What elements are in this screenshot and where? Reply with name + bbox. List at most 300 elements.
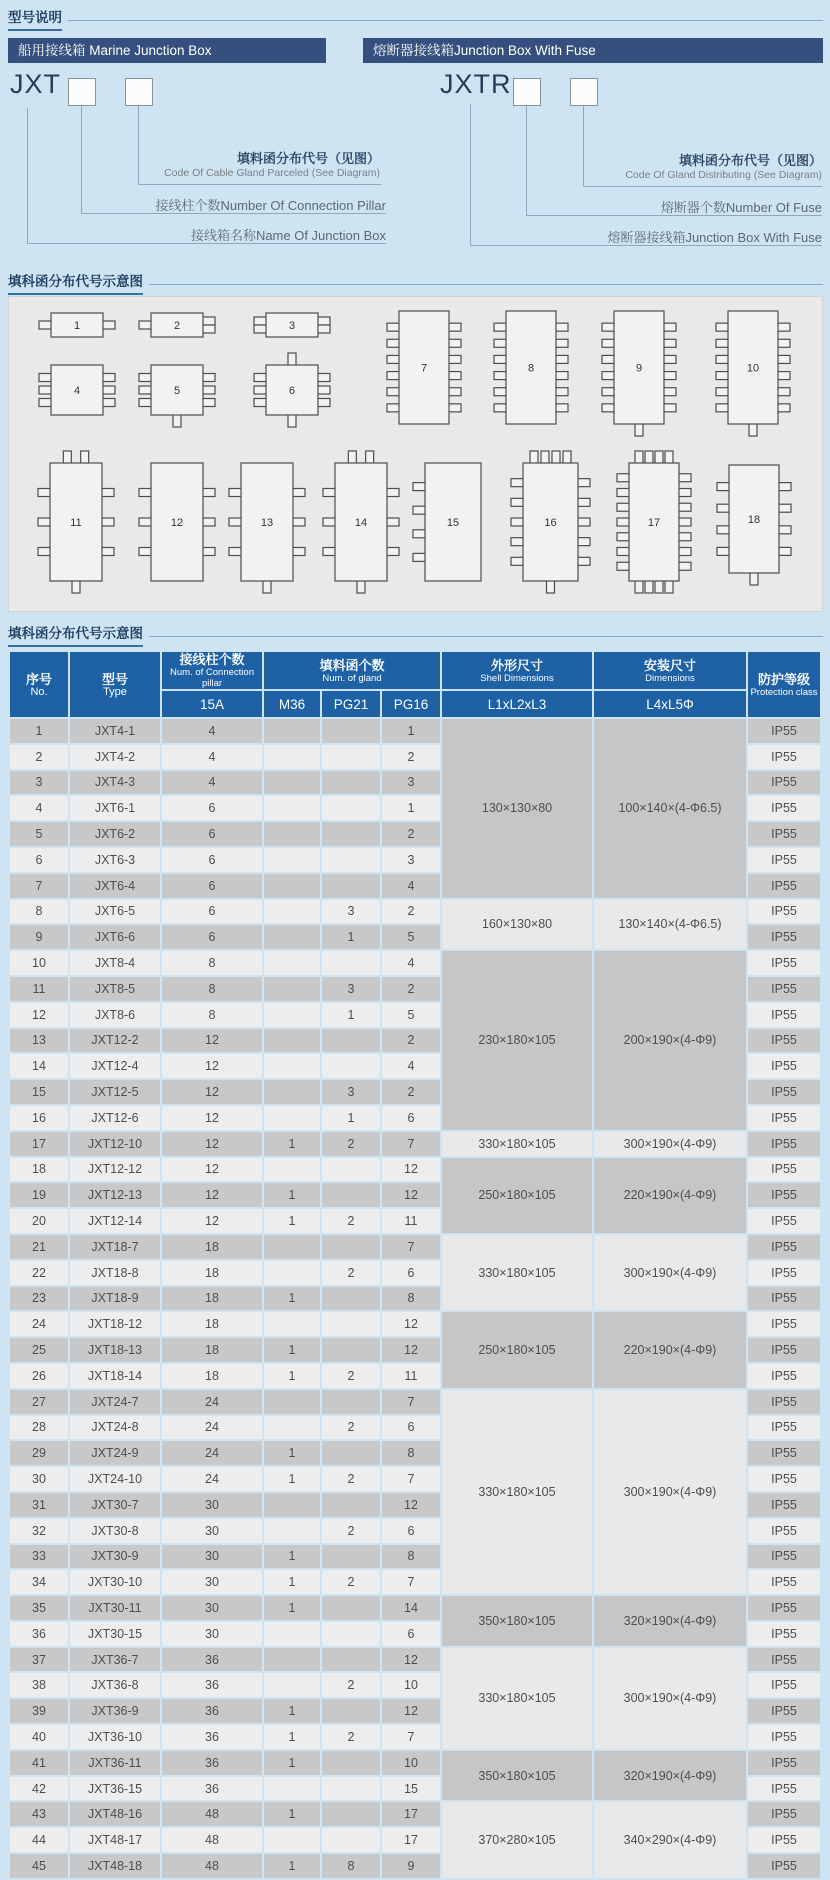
header-protection [748,652,820,717]
cell-type: JXT12-14 [70,1209,160,1233]
cell-pg21: 1 [322,1003,380,1027]
table-row [10,951,820,975]
cell-type: JXT30-8 [70,1519,160,1543]
cell-m36 [264,1416,320,1440]
cell-type: JXT12-12 [70,1158,160,1182]
cell-pg21 [322,1828,380,1852]
header-no-zh: 序号 [25,671,52,687]
gland-code-number: 13 [260,517,274,529]
cell-no: 25 [10,1338,68,1362]
cell-m36 [264,822,320,846]
cell-pg21 [322,1287,380,1311]
gland-code-number: 12 [170,517,184,529]
cell-pg21 [322,1622,380,1646]
cell-m36 [264,977,320,1001]
cell-protection-class: IP55 [748,1519,820,1543]
header-mount [594,652,746,689]
cell-no: 24 [10,1312,68,1336]
table-row [10,1751,820,1775]
gland-code-box-4 [35,349,119,431]
cell-protection-class: IP55 [748,1493,820,1517]
cell-no: 26 [10,1364,68,1388]
connector-line [526,106,527,215]
cell-type: JXT48-16 [70,1802,160,1826]
cell-15a: 12 [162,1106,262,1130]
cell-no: 42 [10,1777,68,1801]
cell-15a: 12 [162,1080,262,1104]
table-row [10,1390,820,1414]
gland-code-box-18 [713,449,795,589]
cell-shell-dimensions: 160×130×80 [442,900,592,950]
cell-mounting-dimensions: 300×190×(4-Φ9) [594,1648,746,1749]
cell-type: JXT12-4 [70,1054,160,1078]
cell-protection-class: IP55 [748,1828,820,1852]
cell-protection-class: IP55 [748,1080,820,1104]
cell-type: JXT18-7 [70,1235,160,1259]
cell-no: 44 [10,1828,68,1852]
gland-code-box-6 [250,349,334,431]
cell-pg21 [322,1493,380,1517]
cell-protection-class: IP55 [748,1622,820,1646]
cell-type: JXT18-8 [70,1261,160,1285]
cell-pg21 [322,1441,380,1465]
cell-protection-class: IP55 [748,1648,820,1672]
cell-type: JXT8-4 [70,951,160,975]
cell-pg16: 2 [382,977,440,1001]
connector-line [138,106,139,184]
cell-mounting-dimensions: 300×190×(4-Φ9) [594,1132,746,1156]
cell-no: 7 [10,874,68,898]
cell-mounting-dimensions: 220×190×(4-Φ9) [594,1312,746,1387]
cell-m36: 1 [264,1441,320,1465]
cell-15a: 4 [162,719,262,743]
cell-pg21: 2 [322,1570,380,1594]
cell-15a: 8 [162,1003,262,1027]
section-title-text: 型号说明 [8,6,62,31]
cell-no: 1 [10,719,68,743]
subheader-m36: M36 [264,691,320,717]
cell-type: JXT18-14 [70,1364,160,1388]
fuse-box-name-label: 熔断器接线箱Junction Box With Fuse [607,230,822,245]
connector-line [583,186,822,187]
subheader-pg21: PG21 [322,691,380,717]
cell-no: 37 [10,1648,68,1672]
subheader-l1l2l3: L1xL2xL3 [442,691,592,717]
cell-no: 36 [10,1622,68,1646]
cell-pg16: 8 [382,1545,440,1569]
cell-pg16: 9 [382,1854,440,1878]
jxt-digit-box-2 [125,78,153,106]
gland-code-box-16 [507,447,594,597]
cell-pg21: 2 [322,1261,380,1285]
cell-pg16: 6 [382,1106,440,1130]
cell-pg21: 2 [322,1467,380,1491]
cell-pg21: 2 [322,1364,380,1388]
cell-shell-dimensions: 230×180×105 [442,951,592,1130]
cell-protection-class: IP55 [748,1777,820,1801]
jxtr-digit-box-1 [513,78,541,106]
cell-pg21 [322,1312,380,1336]
cell-shell-dimensions: 130×130×80 [442,719,592,898]
cell-m36 [264,951,320,975]
cell-pg16: 10 [382,1673,440,1697]
gland-code-label-en: Code Of Gland Distributing (See Diagram) [625,169,822,181]
title-rule [149,636,823,637]
cell-m36 [264,1648,320,1672]
gland-code-box-2 [135,297,219,353]
cell-no: 39 [10,1699,68,1723]
cell-protection-class: IP55 [748,925,820,949]
cell-pg21 [322,1183,380,1207]
gland-code-number: 17 [647,517,661,529]
cell-pg16: 5 [382,1003,440,1027]
cell-type: JXT4-1 [70,719,160,743]
cell-type: JXT6-6 [70,925,160,949]
jxtr-digit-box-2 [570,78,598,106]
title-rule [68,20,823,21]
cell-type: JXT6-5 [70,900,160,924]
cell-m36: 1 [264,1725,320,1749]
connector-line [138,184,381,185]
cell-pg16: 12 [382,1312,440,1336]
gland-code-box-7 [383,295,465,440]
cell-protection-class: IP55 [748,874,820,898]
cell-15a: 36 [162,1673,262,1697]
table-row [10,1802,820,1826]
cell-m36: 1 [264,1467,320,1491]
cell-15a: 8 [162,977,262,1001]
cell-pg21: 2 [322,1673,380,1697]
cell-no: 8 [10,900,68,924]
cell-m36 [264,925,320,949]
cell-protection-class: IP55 [748,951,820,975]
cell-15a: 12 [162,1132,262,1156]
cell-pg21 [322,951,380,975]
cell-pg16: 7 [382,1390,440,1414]
cell-protection-class: IP55 [748,1054,820,1078]
cell-protection-class: IP55 [748,900,820,924]
cell-shell-dimensions: 330×180×105 [442,1390,592,1594]
cell-m36: 1 [264,1751,320,1775]
cell-type: JXT24-8 [70,1416,160,1440]
cell-protection-class: IP55 [748,796,820,820]
cell-type: JXT48-18 [70,1854,160,1878]
cell-pg16: 6 [382,1261,440,1285]
cell-pg16: 4 [382,1054,440,1078]
cell-shell-dimensions: 350×180×105 [442,1596,592,1646]
cell-pg16: 12 [382,1699,440,1723]
cell-no: 34 [10,1570,68,1594]
cell-type: JXT24-7 [70,1390,160,1414]
cell-15a: 12 [162,1183,262,1207]
cell-shell-dimensions: 250×180×105 [442,1312,592,1387]
cell-type: JXT4-3 [70,771,160,795]
cell-m36 [264,1029,320,1053]
cell-15a: 8 [162,951,262,975]
cell-no: 13 [10,1029,68,1053]
gland-code-box-3 [250,297,334,353]
cell-15a: 48 [162,1828,262,1852]
gland-code-box-14 [319,447,403,597]
cell-type: JXT30-11 [70,1596,160,1620]
cell-protection-class: IP55 [748,1183,820,1207]
specification-table [8,650,822,1880]
cell-pg16: 17 [382,1802,440,1826]
cell-mounting-dimensions: 130×140×(4-Φ6.5) [594,900,746,950]
gland-code-box-11 [34,447,118,597]
cell-type: JXT36-8 [70,1673,160,1697]
cell-m36: 1 [264,1364,320,1388]
header-shell-en: Shell Dimensions [480,672,554,684]
cell-15a: 18 [162,1338,262,1362]
cell-pg16: 12 [382,1183,440,1207]
cell-15a: 6 [162,796,262,820]
cell-m36: 1 [264,1854,320,1878]
cell-protection-class: IP55 [748,1132,820,1156]
header-no-en: No. [30,685,48,698]
cell-15a: 24 [162,1416,262,1440]
cell-type: JXT18-9 [70,1287,160,1311]
cell-m36 [264,900,320,924]
cell-15a: 12 [162,1054,262,1078]
cell-type: JXT18-12 [70,1312,160,1336]
cell-pg16: 14 [382,1596,440,1620]
cell-no: 29 [10,1441,68,1465]
cell-no: 14 [10,1054,68,1078]
cell-no: 6 [10,848,68,872]
cell-m36 [264,1828,320,1852]
gland-code-number: 8 [527,362,535,375]
cell-protection-class: IP55 [748,848,820,872]
gland-code-box-8 [490,295,572,440]
cell-no: 23 [10,1287,68,1311]
cell-pg16: 4 [382,874,440,898]
cell-m36 [264,1158,320,1182]
gland-code-box-10 [712,295,794,440]
cell-type: JXT6-3 [70,848,160,872]
cell-no: 12 [10,1003,68,1027]
gland-code-box-5 [135,349,219,431]
gland-code-number: 18 [747,514,761,526]
table-row [10,1596,820,1620]
cell-no: 33 [10,1545,68,1569]
header-shell [442,652,592,689]
cell-shell-dimensions: 330×180×105 [442,1235,592,1310]
cell-shell-dimensions: 330×180×105 [442,1132,592,1156]
cell-pg21: 3 [322,1080,380,1104]
cell-type: JXT24-9 [70,1441,160,1465]
cell-type: JXT30-10 [70,1570,160,1594]
cell-type: JXT12-5 [70,1080,160,1104]
cell-pg16: 12 [382,1338,440,1362]
jxt-digit-box-1 [68,78,96,106]
cell-protection-class: IP55 [748,771,820,795]
gland-code-number: 3 [288,320,296,332]
cell-type: JXT36-11 [70,1751,160,1775]
cell-m36: 1 [264,1132,320,1156]
cell-m36 [264,1493,320,1517]
cell-pg16: 17 [382,1828,440,1852]
cell-pg21 [322,796,380,820]
pillar-count-label: 接线柱个数Number Of Connection Pillar [155,198,386,213]
gland-code-box-12 [135,447,219,597]
cell-protection-class: IP55 [748,1441,820,1465]
cell-no: 3 [10,771,68,795]
cell-15a: 6 [162,848,262,872]
cell-type: JXT12-2 [70,1029,160,1053]
cell-protection-class: IP55 [748,1390,820,1414]
cell-m36 [264,848,320,872]
cell-shell-dimensions: 350×180×105 [442,1751,592,1801]
cell-type: JXT6-1 [70,796,160,820]
gland-code-number: 4 [73,385,81,397]
cell-no: 18 [10,1158,68,1182]
cell-protection-class: IP55 [748,1854,820,1878]
cell-pg16: 1 [382,796,440,820]
cell-shell-dimensions: 370×280×105 [442,1802,592,1877]
header-no [10,652,68,717]
cell-protection-class: IP55 [748,1209,820,1233]
gland-diagram-title [8,270,823,295]
cell-15a: 6 [162,874,262,898]
gland-code-box-13 [225,447,309,597]
gland-code-box-17 [613,447,695,597]
cell-m36 [264,745,320,769]
cell-mounting-dimensions: 340×290×(4-Φ9) [594,1802,746,1877]
cell-protection-class: IP55 [748,1338,820,1362]
model-code-diagrams [0,64,830,260]
cell-15a: 36 [162,1699,262,1723]
cell-m36 [264,1054,320,1078]
cell-pg16: 4 [382,951,440,975]
cell-type: JXT48-17 [70,1828,160,1852]
cell-mounting-dimensions: 320×190×(4-Φ9) [594,1751,746,1801]
cell-pg16: 2 [382,745,440,769]
cell-protection-class: IP55 [748,977,820,1001]
cell-no: 40 [10,1725,68,1749]
box-name-label: 接线箱名称Name Of Junction Box [190,228,386,243]
cell-protection-class: IP55 [748,1416,820,1440]
cell-pg16: 15 [382,1777,440,1801]
cell-no: 30 [10,1467,68,1491]
cell-m36: 1 [264,1338,320,1362]
cell-m36: 1 [264,1699,320,1723]
cell-protection-class: IP55 [748,1699,820,1723]
cell-no: 17 [10,1132,68,1156]
cell-m36 [264,796,320,820]
cell-type: JXT36-10 [70,1725,160,1749]
cell-m36 [264,1777,320,1801]
section-title-text: 填科函分布代号示意图 [8,270,143,295]
cell-15a: 30 [162,1519,262,1543]
cell-pg16: 10 [382,1751,440,1775]
cell-pg16: 12 [382,1158,440,1182]
cell-pg21 [322,1054,380,1078]
cell-no: 28 [10,1416,68,1440]
cell-pg21: 8 [322,1854,380,1878]
cell-15a: 30 [162,1596,262,1620]
cell-pg21: 3 [322,900,380,924]
cell-pg21 [322,1596,380,1620]
cell-pg21: 1 [322,925,380,949]
cell-15a: 30 [162,1570,262,1594]
connector-line [27,108,28,243]
cell-m36 [264,1622,320,1646]
cell-pg16: 2 [382,1029,440,1053]
cell-m36: 1 [264,1209,320,1233]
cell-m36: 1 [264,1596,320,1620]
cell-pg16: 12 [382,1493,440,1517]
cell-pg21 [322,1777,380,1801]
cell-15a: 24 [162,1441,262,1465]
header-protection-zh: 防护等级 [757,671,810,687]
cell-pg21: 2 [322,1519,380,1543]
cell-protection-class: IP55 [748,1596,820,1620]
cell-protection-class: IP55 [748,1029,820,1053]
cell-pg21 [322,719,380,743]
cell-type: JXT12-6 [70,1106,160,1130]
gland-code-box-15 [409,447,497,597]
header-protection-en: Protection class [750,686,818,698]
cell-protection-class: IP55 [748,1673,820,1697]
cell-type: JXT12-13 [70,1183,160,1207]
connector-line [81,106,82,213]
fuse-junction-box-banner: 熔断器接线箱Junction Box With Fuse [363,38,823,63]
table-row [10,719,820,743]
header-gland-zh: 填料函个数 [319,657,385,673]
cell-no: 41 [10,1751,68,1775]
cell-no: 19 [10,1183,68,1207]
header-mount-en: Dimensions [645,672,695,684]
gland-code-number: 5 [173,385,181,397]
cell-pg21 [322,1802,380,1826]
gland-code-number: 10 [746,362,760,375]
cell-pg16: 7 [382,1235,440,1259]
gland-code-label-zh: 填料函分布代号（见图） [236,151,380,166]
cell-pg21 [322,1648,380,1672]
gland-code-number: 6 [288,385,296,397]
cell-15a: 24 [162,1467,262,1491]
cell-protection-class: IP55 [748,1106,820,1130]
cell-type: JXT36-7 [70,1648,160,1672]
cell-pg16: 2 [382,1080,440,1104]
cell-m36 [264,1312,320,1336]
cell-protection-class: IP55 [748,1751,820,1775]
cell-no: 10 [10,951,68,975]
gland-code-box-9 [598,295,680,440]
cell-m36 [264,1261,320,1285]
cell-mounting-dimensions: 200×190×(4-Φ9) [594,951,746,1130]
cell-pg16: 2 [382,822,440,846]
cell-pg21 [322,1338,380,1362]
marine-junction-box-banner: 船用接线箱 Marine Junction Box [8,38,326,63]
cell-pg16: 8 [382,1441,440,1465]
cell-m36: 1 [264,1183,320,1207]
cell-m36 [264,771,320,795]
cell-pg21 [322,1235,380,1259]
cell-m36 [264,1106,320,1130]
title-rule [149,284,823,285]
gland-code-number: 7 [420,362,428,375]
cell-pg16: 1 [382,719,440,743]
cell-pg21 [322,1029,380,1053]
cell-pg21 [322,1751,380,1775]
cell-15a: 48 [162,1854,262,1878]
gland-code-number: 14 [354,517,368,529]
gland-code-label-en: Code Of Cable Gland Parceled (See Diagram) [164,167,380,179]
cell-no: 45 [10,1854,68,1878]
cell-mounting-dimensions: 320×190×(4-Φ9) [594,1596,746,1646]
